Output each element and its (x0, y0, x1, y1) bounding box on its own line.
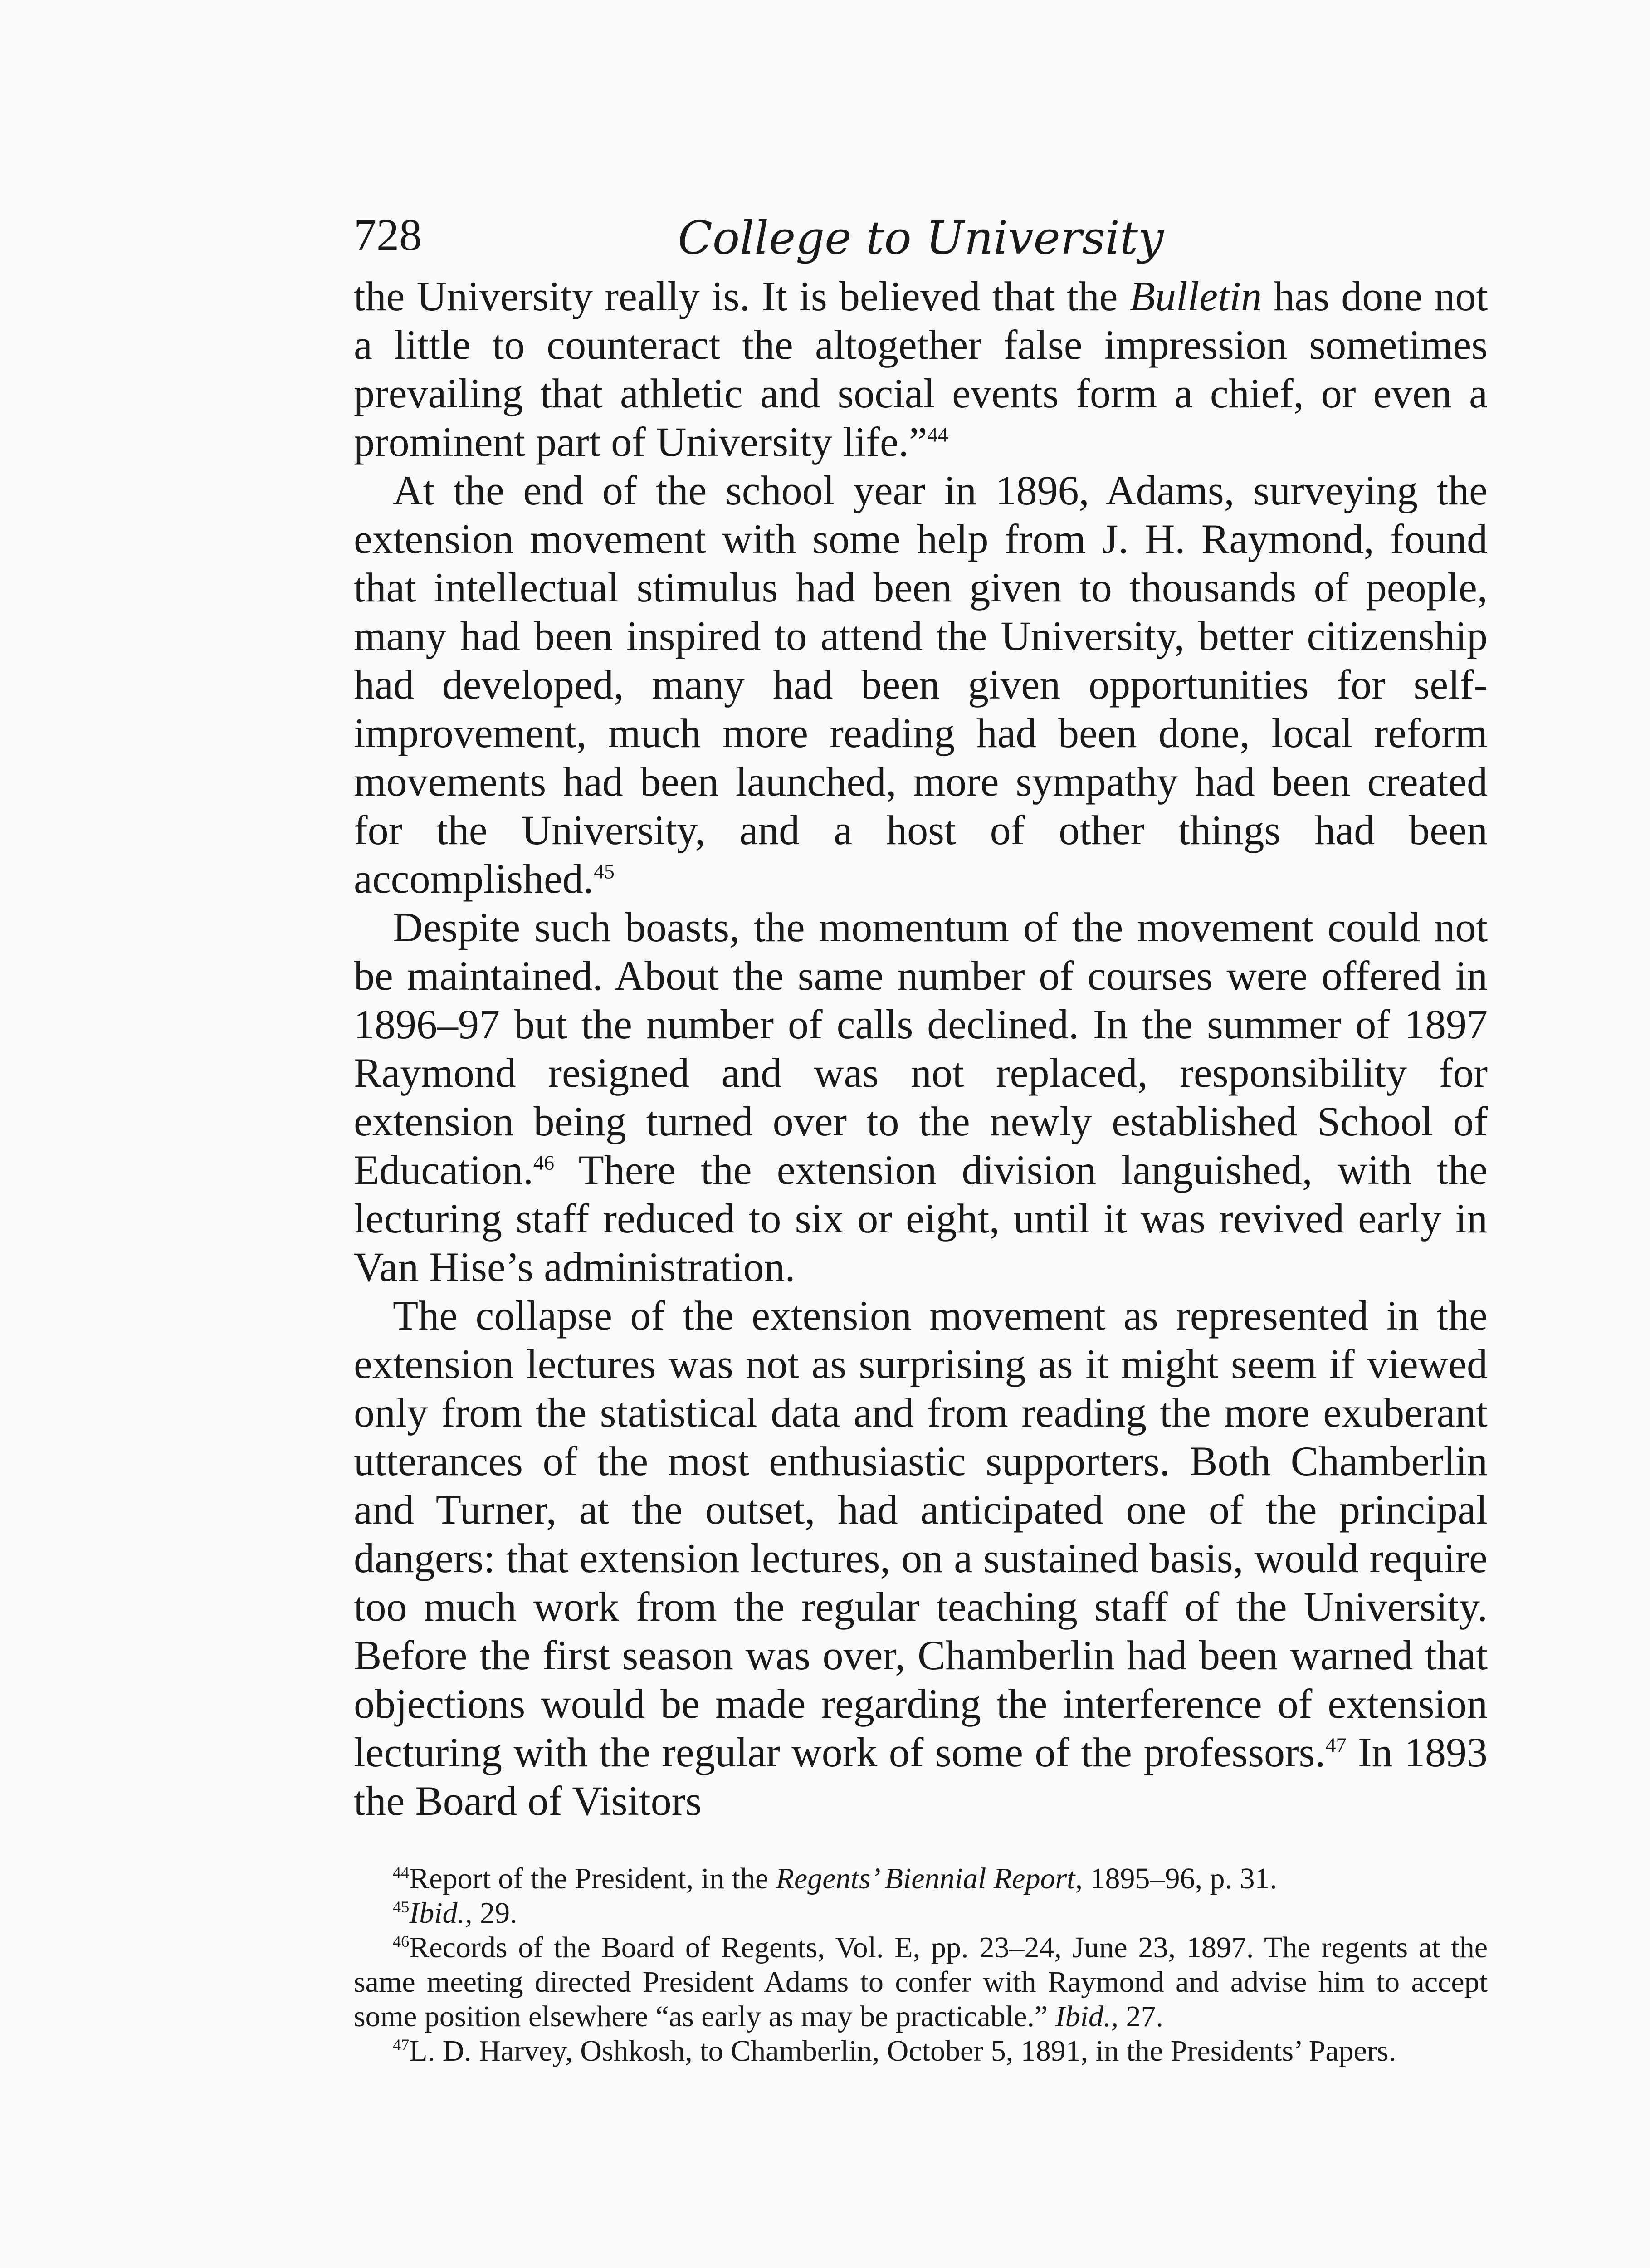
paragraph-text: There the extension division languished, with the lecturing staff reduced to six or eight, until it was revived early in Van Hise’s administration. (354, 1147, 1488, 1290)
book-page (354, 181, 1488, 2068)
running-head: College to University (678, 211, 1164, 264)
paragraph-4 (354, 1291, 1488, 1825)
footnote-text: 29. (472, 1897, 517, 1930)
paragraph-text: At the end of the school year in 1896, Adams, surveying the extension movement with some help from J. H. Raymond, found that intellectual stimulus had been given to thousands of people, many had been inspired to attend the University, better citizenship had developed, many had been given opportunities for self-improvement, much more reading had been done, local reform movements had been launched, more sympathy had been created for the University, and a host of other things had been accomplished. (354, 467, 1488, 902)
body-text (354, 272, 1488, 1825)
footnote-italic: Regents’ Biennial Report, (776, 1862, 1083, 1895)
footnote-reference: 47 (1325, 1733, 1347, 1757)
paragraph-text: In 1893 the Board of Visitors (354, 1729, 1488, 1824)
footnote-number: 47 (393, 2036, 410, 2054)
footnote-number: 46 (393, 1932, 410, 1950)
paragraph-text: the University really is. It is believed that the (354, 273, 1130, 319)
page-header (354, 181, 1488, 272)
footnote-number: 44 (393, 1863, 410, 1882)
footnote-text: Records of the Board of Regents, Vol. E, pp. 23–24, June 23, 1897. The regents at the same meeting directed President Adams to confer with Raymond and advise him to accept some position elsewhere “as early as may be practicable.” (354, 1931, 1488, 2033)
footnote-45 (354, 1896, 1488, 1931)
footnotes (354, 1862, 1488, 2068)
paragraph-1 (354, 272, 1488, 466)
paragraph-3 (354, 903, 1488, 1291)
paragraph-text: Despite such boasts, the momentum of the movement could not be maintained. About the same number of courses were offered in 1896–97 but the number of calls declined. In the summer of 1897 Raymond resigned and was not replaced, responsibility for extension being turned over to the newly established School of Education. (354, 904, 1488, 1193)
footnote-italic: Ibid., (409, 1897, 473, 1930)
footnote-text: 27. (1118, 2000, 1164, 2033)
page-number: 728 (354, 210, 422, 260)
footnote-reference: 46 (533, 1151, 554, 1174)
paragraph-text: has done not a little to counteract the altogether false impression sometimes prevailing that athletic and social events form a chief, or even a prominent part of University life.” (354, 273, 1488, 465)
footnote-46 (354, 1931, 1488, 2034)
footnote-reference: 44 (927, 423, 948, 446)
footnote-reference: 45 (593, 860, 615, 883)
footnote-47 (354, 2034, 1488, 2068)
paragraph-2 (354, 466, 1488, 903)
paragraph-text: The collapse of the extension movement as represented in the extension lectures was not as surprising as it might seem if viewed only from the statistical data and from reading the more exuberant utterances of the most enthusiastic supporters. Both Chamberlin and Turner, at the outset, had anticipated one of the principal dangers: that extension lectures, on a sustained basis, would require too much work from the regular teaching staff of the University. Before the first season was over, Chamberlin had been warned that objections would be made regarding the interference of extension lecturing with the regular work of some of the professors. (354, 1292, 1488, 1775)
footnote-44 (354, 1862, 1488, 1896)
footnote-text: L. D. Harvey, Oshkosh, to Chamberlin, October 5, 1891, in the Presidents’ Papers. (409, 2034, 1396, 2068)
footnote-italic: Ibid., (1055, 2000, 1119, 2033)
footnote-number: 45 (393, 1898, 410, 1916)
footnote-text: 1895–96, p. 31. (1082, 1862, 1277, 1895)
footnote-text: Report of the President, in the (409, 1862, 776, 1895)
italic-title: Bulletin (1129, 273, 1262, 319)
